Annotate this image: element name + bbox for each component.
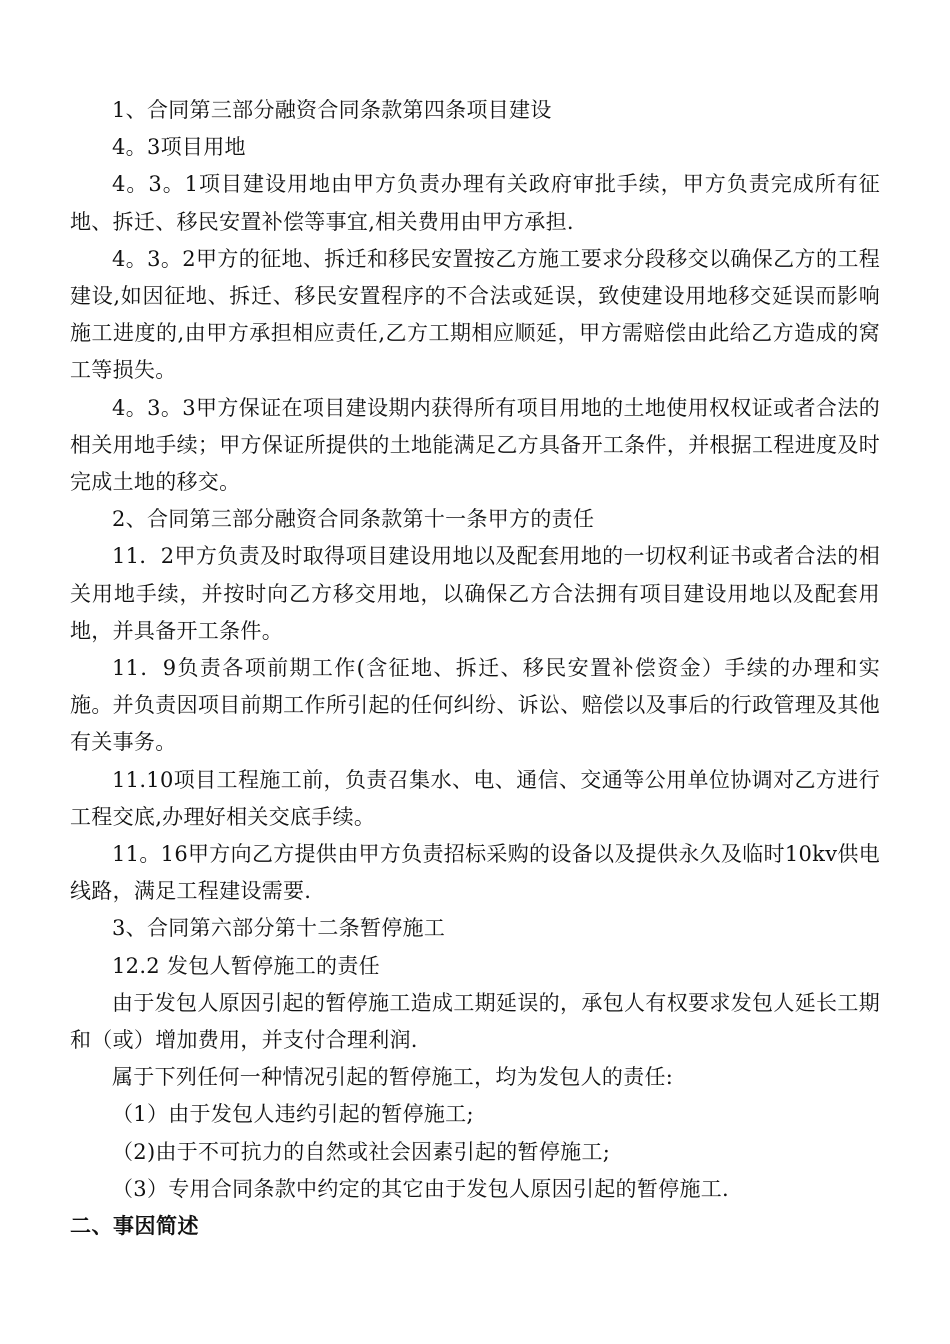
- paragraph: 4。3。2甲方的征地、拆迁和移民安置按乙方施工要求分段移交以确保乙方的工程建设,如因征地、拆迁、移民安置程序的不合法或延误，致使建设用地移交延误而影响施工进度的,由甲方承担相应责任,乙方工期相应顺延，甲方需赔偿由此给乙方造成的窝工等损失。: [70, 246, 880, 383]
- paragraph: 11．2甲方负责及时取得项目建设用地以及配套用地的一切权利证书或者合法的相关用地手续，并按时向乙方移交用地，以确保乙方合法拥有项目建设用地以及配套用地，并具备开工条件。: [70, 544, 880, 643]
- paragraph: 4。3项目用地: [112, 135, 246, 160]
- paragraph: 4。3。3甲方保证在项目建设期内获得所有项目用地的土地使用权权证或者合法的相关用地手续；甲方保证所提供的土地能满足乙方具备开工条件，并根据工程进度及时完成土地的移交。: [70, 395, 880, 495]
- paragraph: 12.2 发包人暂停施工的责任: [112, 953, 380, 978]
- paragraph: 11。16甲方向乙方提供由甲方负责招标采购的设备以及提供永久及临时10kv供电线路，满足工程建设需要.: [70, 842, 880, 904]
- paragraph: （2)由于不可抗力的自然或社会因素引起的暂停施工;: [112, 1139, 611, 1164]
- paragraph: 11.10项目工程施工前，负责召集水、电、通信、交通等公用单位协调对乙方进行工程交底,办理好相关交底手续。: [70, 767, 880, 829]
- paragraph: 11．9负责各项前期工作(含征地、拆迁、移民安置补偿资金）手续的办理和实施。并负责因项目前期工作所引起的任何纠纷、诉讼、赔偿以及事后的行政管理及其他有关事务。: [70, 656, 880, 755]
- paragraph: 2、合同第三部分融资合同条款第十一条甲方的责任: [112, 507, 595, 532]
- document-page: [70, 92, 880, 1245]
- paragraph: 属于下列任何一种情况引起的暂停施工，均为发包人的责任:: [112, 1065, 674, 1090]
- paragraph: 由于发包人原因引起的暂停施工造成工期延误的，承包人有权要求发包人延长工期和（或）增加费用，并支付合理利润.: [70, 990, 880, 1053]
- paragraph: （3）专用合同条款中约定的其它由于发包人原因引起的暂停施工.: [112, 1176, 730, 1201]
- section-heading: 二、事因简述: [70, 1214, 199, 1239]
- paragraph: 3、合同第六部分第十二条暂停施工: [112, 916, 446, 941]
- paragraph: （1）由于发包人违约引起的暂停施工;: [112, 1102, 474, 1127]
- paragraph: 1、合同第三部分融资合同条款第四条项目建设: [112, 98, 552, 122]
- paragraph: 4。3。1项目建设用地由甲方负责办理有关政府审批手续，甲方负责完成所有征地、拆迁、移民安置补偿等事宜,相关费用由甲方承担.: [70, 172, 880, 234]
